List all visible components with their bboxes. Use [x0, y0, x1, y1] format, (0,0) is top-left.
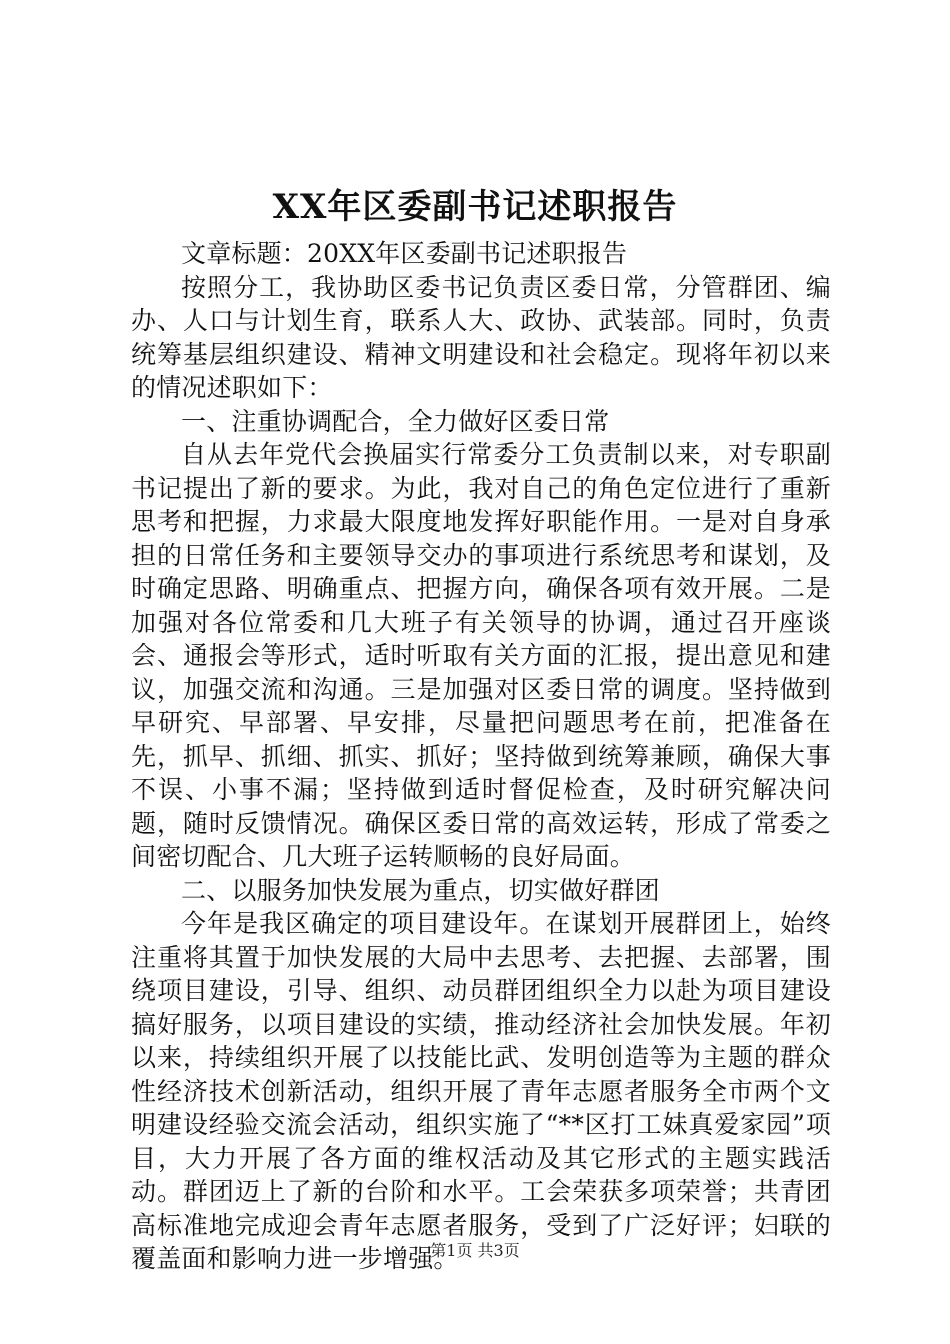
- paragraph-article-heading: 文章标题：20XX年区委副书记述职报告: [181, 239, 628, 268]
- section-heading-1: 一、注重协调配合，全力做好区委日常: [181, 406, 610, 436]
- section-heading-2: 二、以服务加快发展为重点，切实做好群团: [181, 875, 660, 905]
- page-number-footer: 第1页 共3页: [430, 1241, 520, 1260]
- document-title: XX年区委副书记述职报告: [272, 187, 678, 227]
- document-body: [131, 237, 831, 1276]
- paragraph-section-1: 自从去年党代会换届实行常委分工负责制以来，对专职副书记提出了新的要求。为此，我对自己的角色定位进行了重新思考和把握，力求最大限度地发挥好职能作用。一是对自身承担的日常任务和主要领导交办的事项进行系统思考和谋划，及时确定思路、明确重点、把握方向，确保各项有效开展。二是加强对各位常委和几大班子有关领导的协调，通过召开座谈会、通报会等形式，适时听取有关方面的汇报，提出意见和建议，加强交流和沟通。三是加强对区委日常的调度。坚持做到早研究、早部署、早安排，尽量把问题思考在前，把准备在先，抓早、抓细、抓实、抓好；坚持做到统筹兼顾，确保大事不误、小事不漏；坚持做到适时督促检查，及时研究解决问题，随时反馈情况。确保区委日常的高效运转，形成了常委之间密切配合、几大班子运转顺畅的良好局面。: [131, 440, 831, 871]
- paragraph-section-2: 今年是我区确定的项目建设年。在谋划开展群团上，始终注重将其置于加快发展的大局中去思考、去把握、去部署，围绕项目建设，引导、组织、动员群团组织全力以赴为项目建设搞好服务，以项目建设的实绩，推动经济社会加快发展。年初以来，持续组织开展了以技能比武、发明创造等为主题的群众性经济技术创新活动，组织开展了青年志愿者服务全市两个文明建设经验交流会活动，组织实施了“**区打工妹真爱家园”项目，大力开展了各方面的维权活动及其它形式的主题实践活动。群团迈上了新的台阶和水平。工会荣获多项荣誉；共青团高标准地完成迎会青年志愿者服务，受到了广泛好评；妇联的覆盖面和影响力进一步增强。: [131, 909, 831, 1273]
- paragraph-intro: 按照分工，我协助区委书记负责区委日常，分管群团、编办、人口与计划生育，联系人大、政协、武装部。同时，负责统筹基层组织建设、精神文明建设和社会稳定。现将年初以来的情况述职如下：: [131, 272, 831, 402]
